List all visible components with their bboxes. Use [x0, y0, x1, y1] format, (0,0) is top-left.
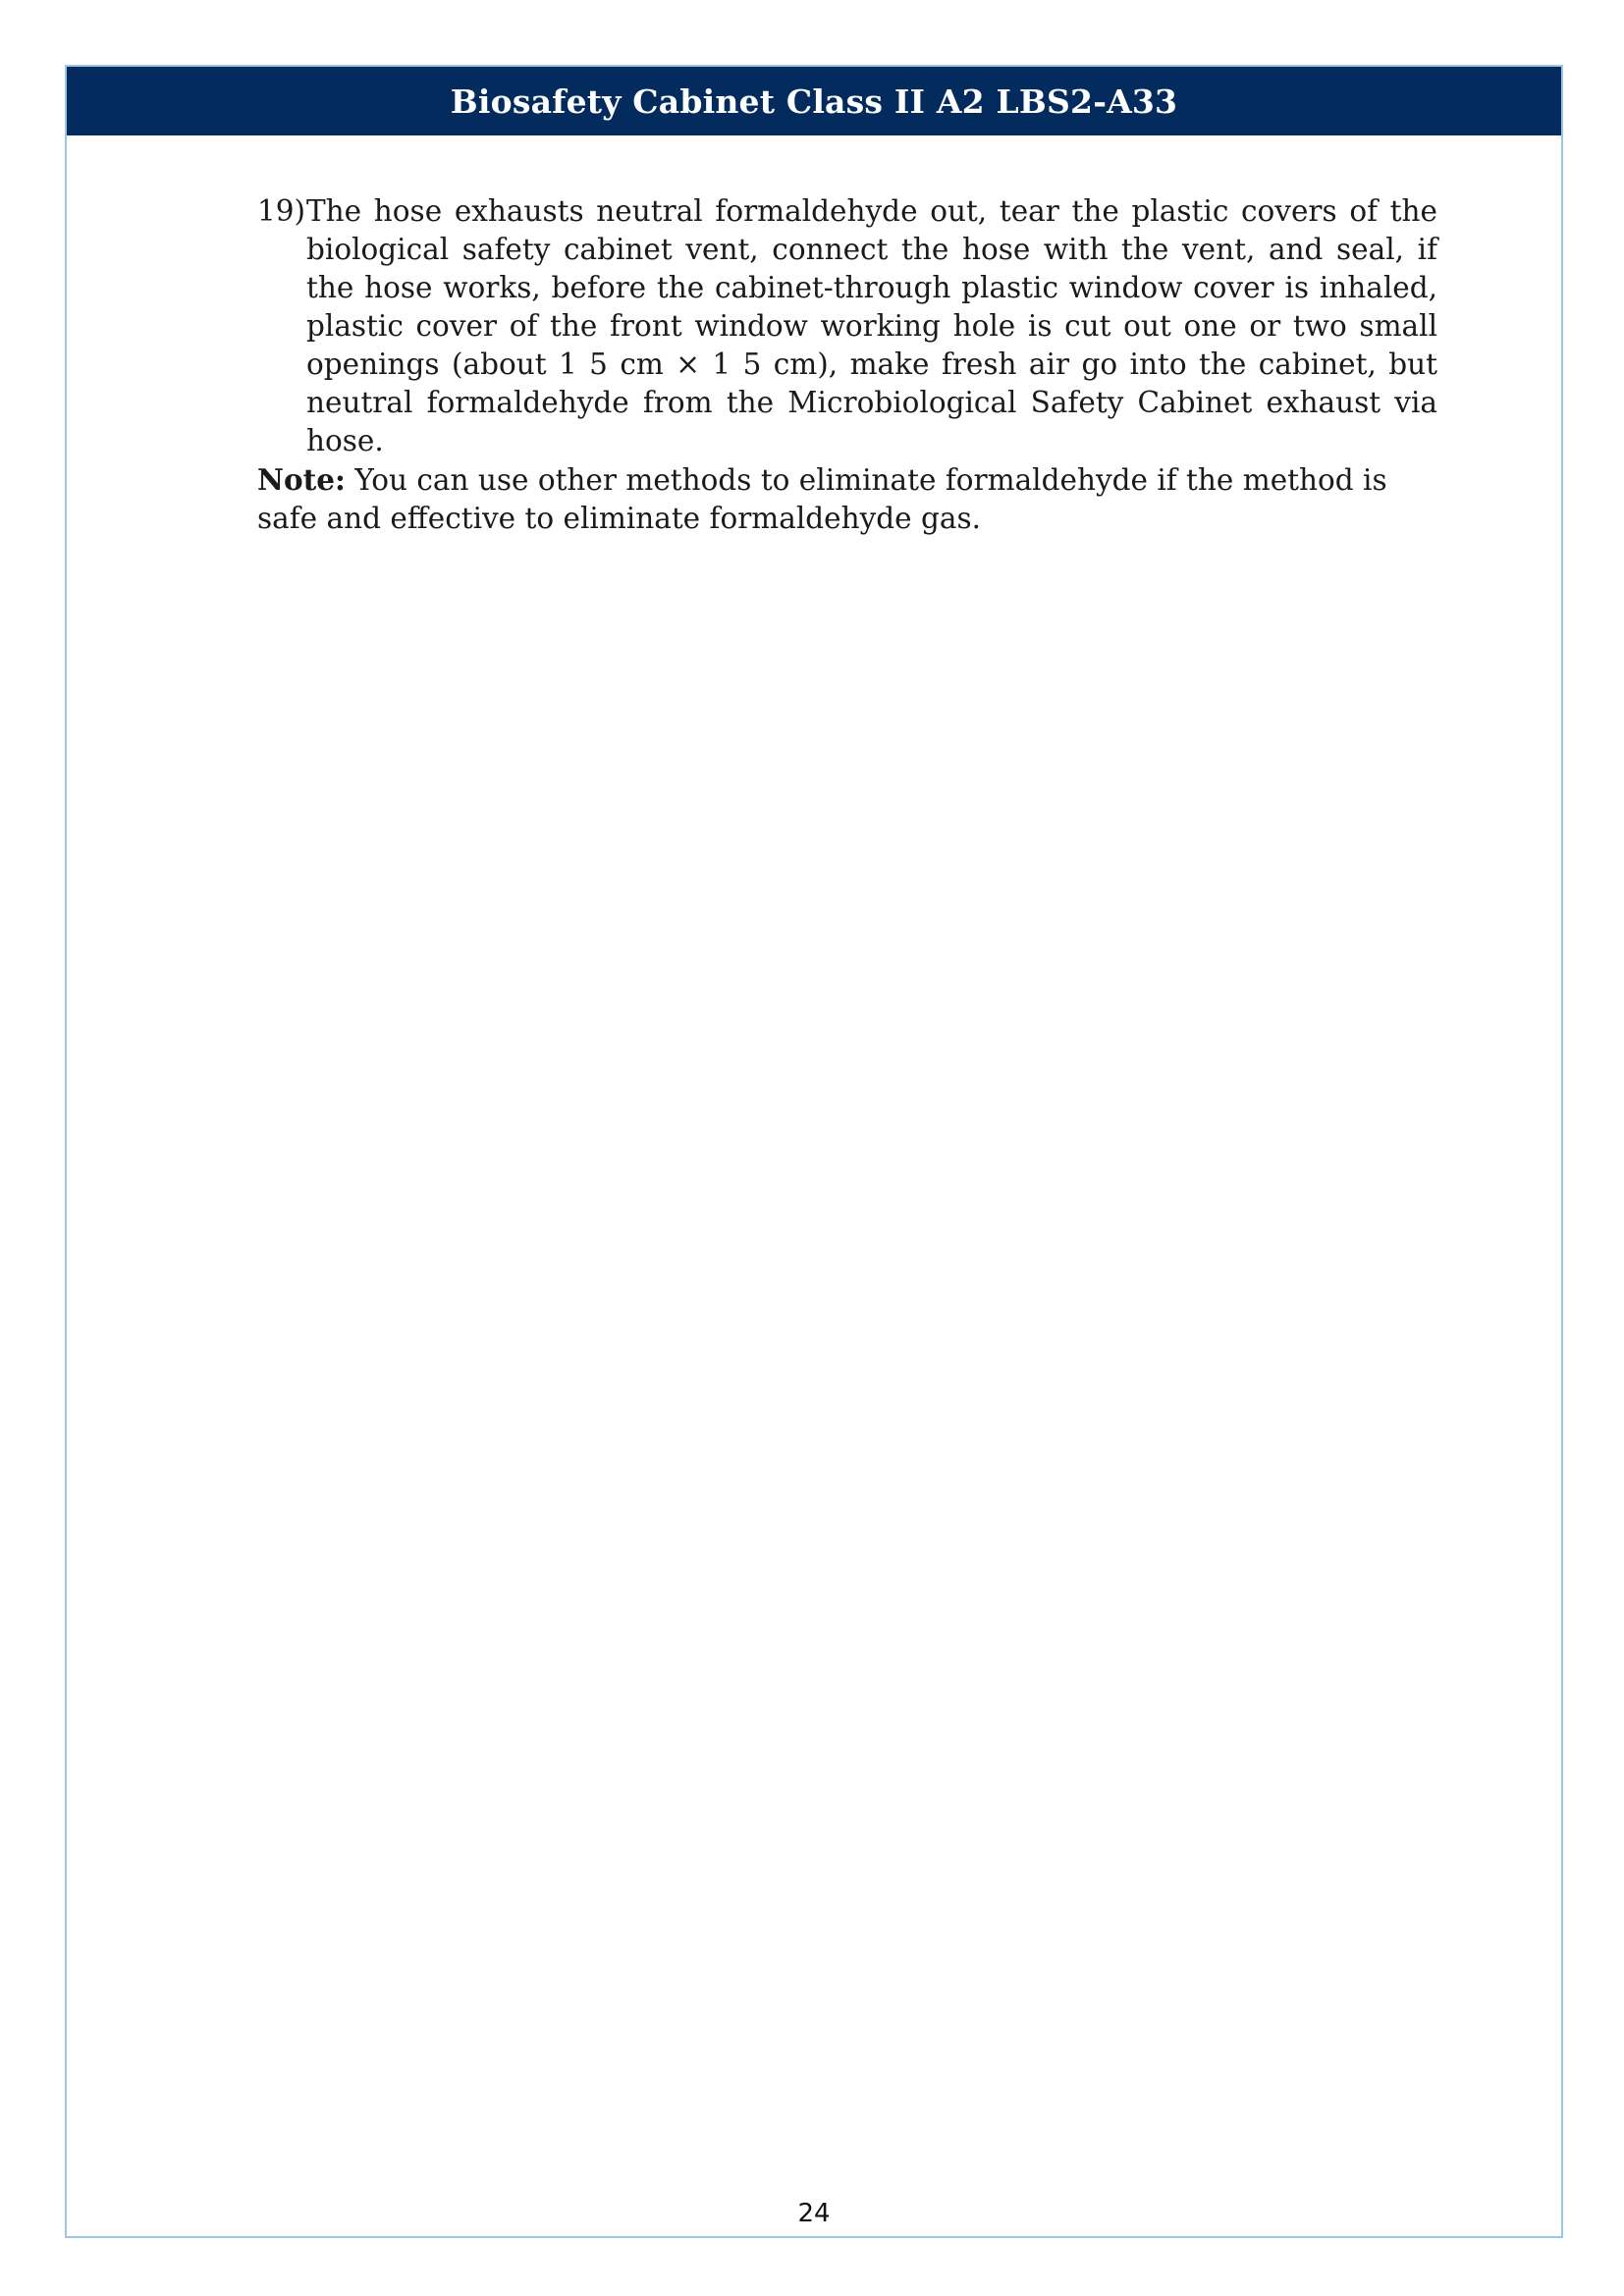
step-number: 19) — [257, 194, 306, 228]
page-frame — [65, 65, 1563, 2238]
page-number: 24 — [797, 2199, 831, 2228]
note-label: Note: — [257, 462, 346, 497]
step-19-paragraph — [257, 192, 1437, 460]
document-body — [257, 192, 1437, 538]
step-text: The hose exhausts neutral formaldehyde out, tear the plastic covers of the biological safety cabinet vent, connect the hose with the vent, and seal, if the hose works, before the cabinet-through plastic window cover is inhaled, plastic cover of the front window working hole is cut out one or two small openings (about 1 5 cm × 1 5 cm), make fresh air go into the cabinet, but neutral formaldehyde from the Microbiological Safety Cabinet exhaust via hose. — [306, 194, 1437, 457]
header-bar — [67, 67, 1561, 135]
note-text: You can use other methods to eliminate formaldehyde if the method is safe and effective to eliminate formaldehyde gas. — [257, 463, 1387, 535]
document-title: Biosafety Cabinet Class II A2 LBS2-A33 — [450, 81, 1178, 121]
note-paragraph — [257, 460, 1437, 538]
